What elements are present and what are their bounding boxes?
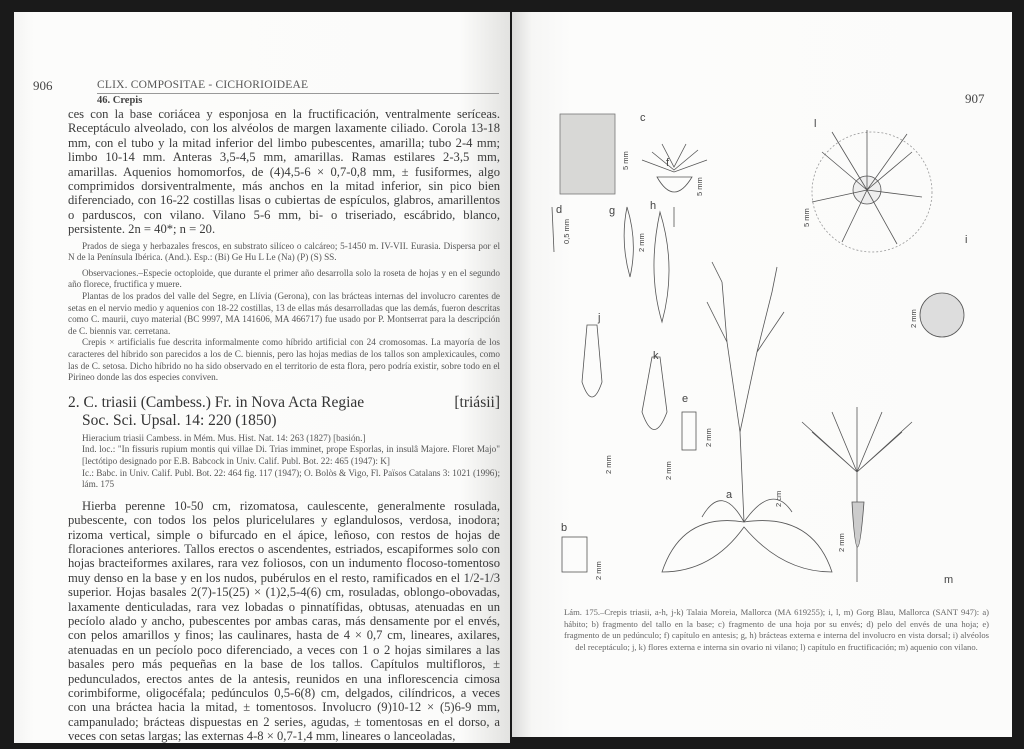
observation-paragraph: Crepis × artificialis fue descrita informalmente como híbrido artificial con 24 cromosomas. La mayoría de los caracteres del híbrido son parecidos a los de C. biennis, pero las hojas medias de los tallos son amplexicaules, como las de C. setosa. Dicho híbrido no ha sido observado en el territorio de esta flora, pero podría existir, sobre todo en el Pirineo donde las dos especies conviven. bbox=[68, 337, 500, 383]
species-title-line1: 2. C. triasii (Cambess.) Fr. in Nova Acta Regiae bbox=[68, 393, 365, 411]
botanical-illustration bbox=[512, 12, 1012, 602]
figure-caption: Lám. 175.–Crepis triasii, a-h, j-k) Talaia Moreia, Mallorca (MA 619255); i, l, m) Gorg Blau, Mallorca (SANT 947): a) hábito; b) fragmento del tallo en la base; c) fragmento de una hoja por su envés; d) pelo del envés de una hoja; e) fragmento de un pedúnculo; f) capítulo en antesis; g, h) brácteas externa e interna del involucro en vista dorsal; i) alvéolos del receptáculo; j, k) flores externa e interna sin ovario ni vilano; l) capítulo en fructificación; m) aquenio con vilano. bbox=[564, 607, 989, 652]
species-title-line2: Soc. Sci. Upsal. 14: 220 (1850) bbox=[82, 411, 277, 429]
synonym-line: Hieracium triasii Cambess. in Mém. Mus. Hist. Nat. 14: 263 (1827) [basión.] bbox=[82, 432, 366, 443]
leaf-fragment-drawing bbox=[560, 114, 615, 194]
figure-label-j: j bbox=[598, 312, 601, 324]
figure-label-c: c bbox=[640, 112, 646, 124]
figure-label-b: b bbox=[561, 522, 568, 534]
genus-head: 46. Crepis bbox=[97, 95, 143, 106]
observations bbox=[68, 268, 500, 384]
species-pronunciation: [triásii] bbox=[454, 393, 500, 411]
figure-label-a: a bbox=[726, 489, 733, 501]
synonymy bbox=[68, 433, 500, 491]
stem-base-drawing bbox=[562, 537, 587, 572]
observation-paragraph: Plantas de los prados del valle del Segre, en Llívia (Gerona), con las brácteas internas del involucro carentes de setas en el nervio medio y aquenios con 18-22 costillas, 13 de ellas más desarrolladas que las demás, fueron descritas como C. maurii, cuyo material (BC 9997, MA 141606, MA 466717) fue usado por P. Montserrat para la descripción de C. biennis var. cerretana. bbox=[68, 291, 500, 336]
header-rule bbox=[97, 93, 499, 94]
figure-label-h: h bbox=[650, 200, 657, 212]
receptacle-drawing bbox=[920, 293, 964, 337]
running-head: CLIX. COMPOSITAE - CICHORIOIDEAE bbox=[97, 79, 309, 91]
habitat-text: Prados de siega y herbazales frescos, en substrato silíceo o calcáreo; 5-1450 m. IV-VII. Eurasia. Dispersa por el N de la Península Ibérica. (And.). Esp.: (Bi) Ge Hu L Le (Na) (P) (S) SS. bbox=[68, 240, 500, 263]
text-column bbox=[68, 107, 500, 744]
outer-flower-drawing bbox=[582, 325, 602, 397]
observation-paragraph: Observaciones.–Especie octoploide, que durante el primer año desarrolla solo la roseta de hojas y en el segundo año florece, fructifica y muere. bbox=[68, 267, 500, 290]
page-number: 906 bbox=[33, 78, 53, 93]
figure-label-m: m bbox=[944, 574, 954, 586]
scale-bar-b: 2 mm bbox=[594, 561, 603, 580]
page-number: 907 bbox=[965, 91, 985, 106]
synonym-line: Ic.: Babc. in Univ. Calif. Publ. Bot. 22: 464 fig. 117 (1947); O. Bolòs & Vigo, Fl. Països Catalans 3: 1021 (1996); lám. 175 bbox=[82, 467, 500, 490]
scale-bar-m: 2 mm bbox=[837, 533, 846, 552]
fruiting-capitulum-drawing bbox=[812, 130, 932, 252]
scale-bar-f: 5 mm bbox=[695, 177, 704, 196]
figure-label-l: l bbox=[814, 118, 817, 130]
scale-bar-k: 2 mm bbox=[664, 461, 673, 480]
habit-drawing bbox=[662, 262, 832, 572]
inner-bract-drawing bbox=[654, 212, 669, 322]
figure-label-g: g bbox=[609, 205, 616, 217]
outer-bract-drawing bbox=[624, 207, 633, 277]
description-paragraph: ces con la base coriácea y esponjosa en la fructificación, ventralmente seríceas. Receptáculo alveolado, con los alvéolos de margen laxamente ciliado. Corola 13-18 mm, con el tubo y la mitad inferior del limbo pubescentes, amarilla; tubo 2-4 mm; limbo 10-14 mm. Anteras 3,5-4,5 mm, amarillas. Ramas estilares 2-3,5 mm, amarillas. Aquenios homomorfos, de (4)4,5-6 × 0,7-0,8 mm, ± fusiformes, algo comprimidos dorsiventralmente, más anchos en la mitad inferior, sin pico bien diferenciado, con 16-22 costillas lisas o cubiertas de espículos, glabros, amarillentos o parduscos, con vilano. Vilano 5-6 mm, bi- o triseriado, escábrido, blanco, persistente. 2n = 40*; n = 20. bbox=[68, 107, 500, 237]
scale-bar-e: 2 mm bbox=[704, 428, 713, 447]
figure-label-f: f bbox=[666, 157, 670, 169]
right-page bbox=[512, 12, 1012, 737]
hair-drawing bbox=[552, 207, 554, 252]
achene-drawing bbox=[802, 407, 912, 582]
figure-label-e: e bbox=[682, 393, 689, 405]
left-page bbox=[14, 12, 510, 743]
scale-bar-c: 5 mm bbox=[621, 151, 630, 170]
species-description: Hierba perenne 10-50 cm, rizomatosa, caulescente, generalmente rosulada, pubescente, con todos los pelos pluricelulares y eglandulosos, verdosa, inodora; rizoma vertical, simple o bifurcado en el ápice, leñoso, con restos de hojas de floraciones anteriores. Tallos erectos o ascendentes, estriados, escapiformes solo con hojas bracteiformes axilares, rara vez foliosos, con un indumento flocoso-tomentoso muy denso en la base y en los nudos, pubérulos en el resto, ramificados en el 1/2-1/3 superior. Hojas basales 2(7)-15(25) × (1)2,5-4(6) cm, rosuladas, oblongo-obovadas, laxamente denticuladas, rara vez lobadas o pinnatífidas, obtusas, atenuadas en un pecíolo alado y ancho, pubescentes por ambas caras, más densamente por el envés, con pelos amarillos y finos; las caulinares, hasta de 4 × 0,7 cm, lineares, axilares, atenuadas en un pecíolo poco diferenciado, a veces con 1 o 2 hojas similares a las basales pero más pequeñas en la base de los tallos. Capítulos multifloros, ± pedunculados, erectos antes de la antesis, reunidos en una inflorescencia cimosa corimbiforme, oligocéfala; pedúnculos 0,5-6(8) cm, delgados, cilíndricos, a veces con una bráctea hacia la mitad, ± tomentosos. Involucro (9)10-12 × (5)6-9 mm, campanulado; brácteas dispuestas en 2 series, agudas, ± tomentosas en el dorso, a veces con setas largas; las externas 4-8 × 0,7-1,4 mm, lineares o lanceoladas, bbox=[68, 498, 500, 744]
figure-label-k: k bbox=[653, 350, 659, 362]
figure-label-d: d bbox=[556, 204, 563, 216]
scale-bar-d: 0,5 mm bbox=[562, 218, 571, 244]
scale-bar-l: 5 mm bbox=[802, 208, 811, 227]
synonym-line: Ind. loc.: "In fissuris rupium montis qui villae Di. Trias imminet, prope Esporlas, in insulâ Majore. Floret Majo" [lectótipo designado por E.B. Babcock in Univ. Calif. Publ. Bot. 22: 465 (1947): K] bbox=[82, 444, 500, 466]
figure-label-i: i bbox=[965, 234, 968, 246]
scale-bar-j: 2 mm bbox=[604, 455, 613, 474]
scale-bar-g: 2 mm bbox=[637, 233, 646, 252]
scale-bar-a: 2 cm bbox=[774, 490, 783, 507]
inner-flower-drawing bbox=[642, 357, 667, 430]
species-heading bbox=[68, 394, 500, 430]
scale-bar-i: 2 mm bbox=[909, 309, 918, 328]
peduncle-drawing bbox=[682, 412, 696, 450]
